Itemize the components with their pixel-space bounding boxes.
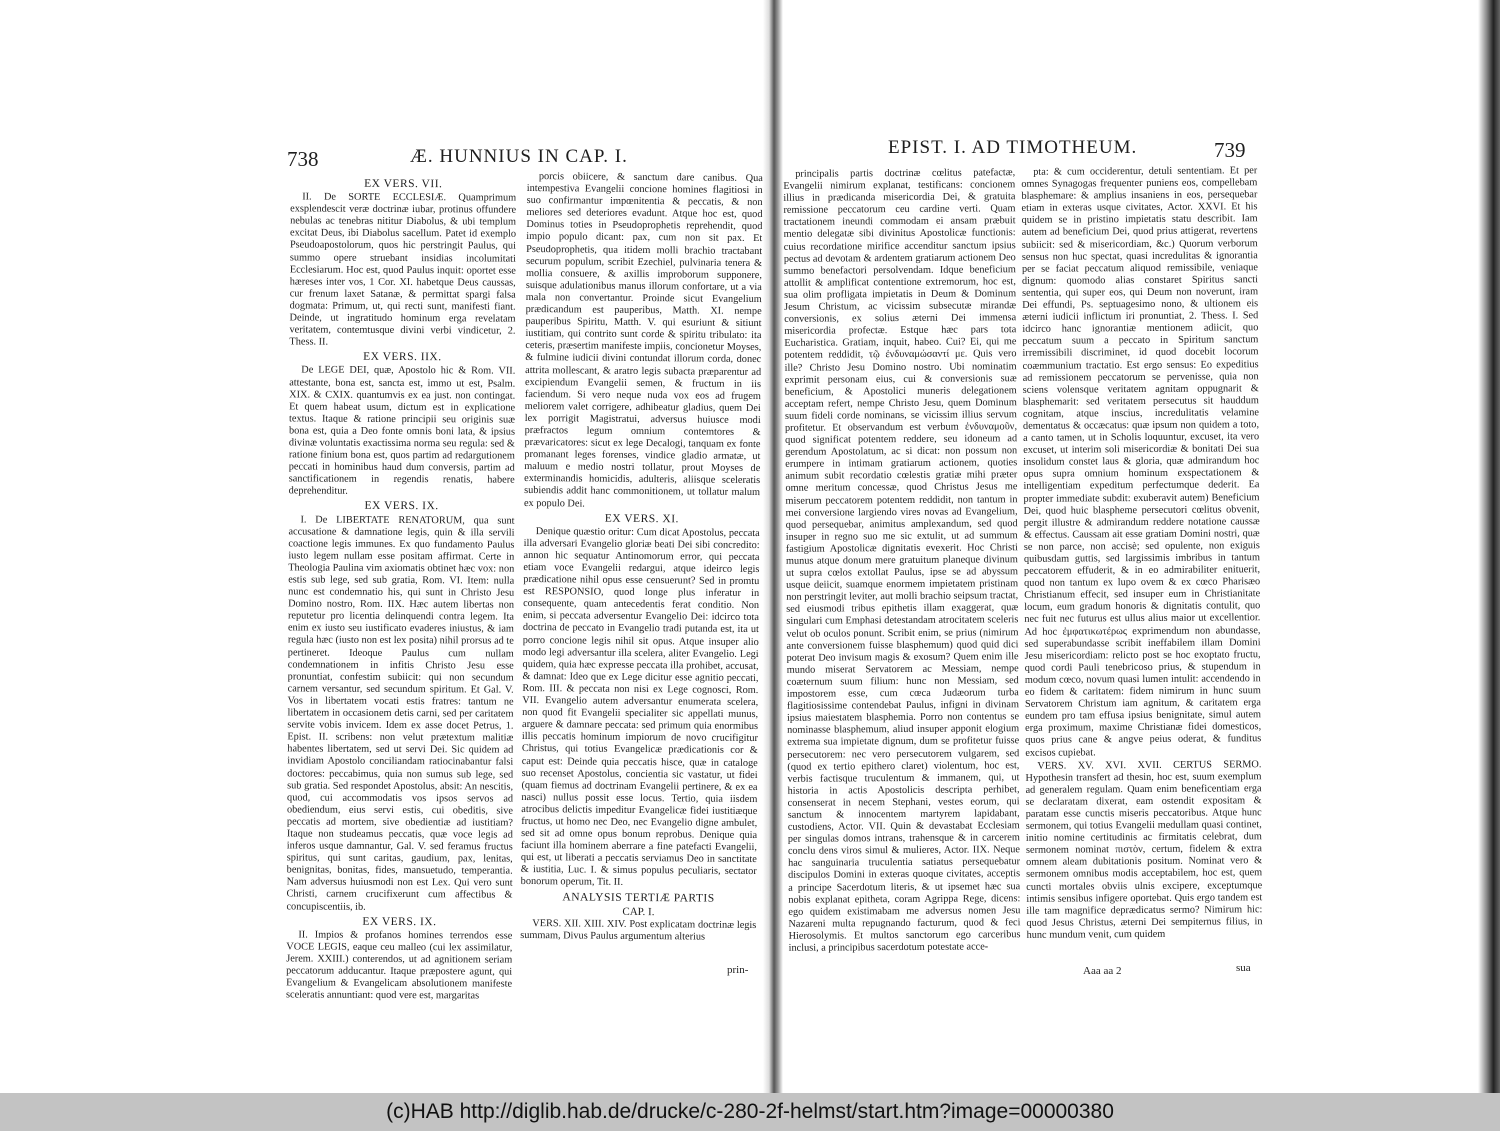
section-heading: EX VERS. VII.	[364, 177, 443, 191]
signature-mark: Aaa aa 2	[1083, 965, 1122, 977]
right-page-column-2	[1021, 165, 1263, 965]
text-paragraph: VERS. XII. XIII. XIV. Post explicatam doctrinæ legis summam, Divus Paulus argumentum alterius	[520, 917, 757, 943]
text-paragraph: De LEGE DEI, quæ, Apostolo hic & Rom. VII. attestante, bona est, sancta est, immo ut est, Psalm. XIX. & CXIX. quantumvis ex ea just. non contingat. Et quem habeat usum, dictum est in explicatione textus. Itaque & ratione principii seu originis suæ bona est, quia a Deo fonte omnis boni lata, & ipsius divinæ voluntatis exactissima norma seu regula: sed & ratione finium bona est, quos partim ad redargutionem peccati in hominibus haud dum conversis, partim ad sanctificationem in regendis renatis, habere deprehenditur.	[288, 364, 516, 498]
right-running-head: EPIST. I. AD TIMOTHEUM.	[888, 137, 1138, 158]
left-running-head: Æ. HUNNIUS IN CAP. I.	[410, 146, 628, 167]
section-heading: EX VERS. IX.	[362, 915, 437, 928]
text-paragraph: I. De LIBERTATE RENATORUM, qua sunt accusatione & damnatione legis, quin & illa servili coactione legis immunes. Ex quo fundamento Paulus iusto legem nullam esse positam affirmat. Certe in Theologia Paulina vim axiomatis obtinet hæc vox: non estis sub lege, sed sub gratia, Rom. VI. Item: nulla nunc est condemnatio his, qui sunt in Christo Jesu Domino nostro, Rom. IIX. Hæc autem libertas non reputetur pro licentia delinquendi contra legem. Ita enim ex iusto seu iustificato evaderes iniustus, & iam regula hæc (iusto non est lex posita) nihil prorsus ad te pertineret. Ideoque Paulus cum nullam condemnationem in infitis Christo Jesu esse pronuntiat, confestim subiicit: qui non secundum carnem versantur, sed secundum spiritum. Et Gal. V. Vos in libertatem vocati estis fratres: tantum ne libertatem in occasionem detis carni, sed per caritatem servite vobis invicem. Idem ex asse docet Petrus, 1. Epist. II. scribens: non velut prætextum malitiæ habentes libertatem, sed ut servi Dei. Sic quidem ad invidiam Apostolo conciliandam ratiocinabantur falsi doctores: peccabimus, quia non sumus sub lege, sed sub gratia. Sed respondet Apostolus, absit: An nescitis, quod, cui accommodatis vos ipsos servos ad obediendum, eius servi estis, cui obeditis, sive peccatis ad mortem, sive obedientiæ ad iustitiam? Itaque non studeamus peccatis, quæ voce legis ad inferos usque damnantur, Gal. V. sed feramus fructus spiritus, qui sunt caritas, gaudium, pax, lenitas, benignitas, bonitas, fides, mansuetudo, temperantia. Nam adversus huiusmodi non est Lex. Qui vero sunt Christi, carnem crucifixerunt cum affectibus & concupiscentiis, ib.	[286, 514, 515, 913]
section-heading: EX VERS. IIX.	[363, 351, 442, 364]
section-heading: EX VERS. IX.	[364, 500, 439, 513]
text-paragraph: II. Impios & profanos homines terrendos esse VOCE LEGIS, eaque ceu malleo (cui lex assimilatur, Jerem. XXIII.) conterendos, ut ad agnitionem seriam peccatorum adducantur. Itaque præpostere agunt, qui Evangelium & Evangelicam absolutionem manifeste sceleratis annuntiant: quod vere est, margaritas	[286, 929, 513, 1002]
text-paragraph: principalis partis doctrinæ cœlitus patefactæ, Evangelii nimirum explanat, testificans: concionem illius in prædicanda misericordia Dei, & gratuita remissione peccatorum ceu cardine verti. Quam tractationem ineundi commodam ei ansam præbuit mentio delegatæ sibi divinitus Apostolicæ functionis: cuius recordatione mirifice accenditur sanctum ipsius pectus ad devotam & ardentem gratiarum actionem Deo summo benefactori persolvendam. Idque beneficium attollit & amplificat contentione extremorum, hoc est, sua olim profligata impietatis in Deum & Dominum Jesum Christum, ac vicissim subsecutæ mirandæ conversionis, ex solius æterni Dei immensa misericordia profectæ. Estque hæc pars tota Eucharistica. Gratiam, inquit, habeo. Cui? Ei, qui me potentem reddidit, τῷ ἐνδυναμώσαντί με. Quis vero ille? Christo Jesu Domino nostro. Ubi nominatim exprimit personam eius, cui & conversionis suæ beneficium, & Apostolici muneris delegationem acceptam refert, nempe Christo Jesu, quem Dominum suum fideli corde nominans, se vicissim illius servum profitetur. Et observandum est verbum ἐνδυναμοῦν, quod significat potentem reddere, seu idoneum ad gerendum Apostolatum, ac si dicat: non possum non erumpere in intimam gratiarum actionem, quoties animum subit recordatio cœlestis gratiæ mihi præter omne meritum concessæ, quod Christus Jesus me miserum peccatorem potentem reddidit, non tantum in mei conversione largiendo vires novas ad Evangelium, quod persequebar, animitus amplexandum, sed quod insuper in regno suo me sic extulit, ut ad summum fastigium Apostolicæ dignitatis evexerit. Hoc Christi munus atque donum mere gratuitum planeque divinum ut supra cœlos extollat Paulus, ipse se ad abyssum usque deiicit, suamque enormem impietatem pristinam non perstringit leviter, aut molli brachio seipsum tractat, sed eiusmodi tribus epithetis illam exaggerat, quæ singulari cum Emphasi detestandam atrocitatem sceleris velut ob oculos ponunt. Scribit enim, se prius (nimirum ante conversionem fuisse blasphemum) quod quid dici poterat Deo invisum magis & exosum? Quem enim ille mundo miserat Servatorem ac Messiam, nempe coæternum suum filium: hunc non Messiam, sed impostorem esse, cum cœca Judæorum turba flagitiosissime contendebat Paulus, infigni in divinam ipsius maiestatem blasphemia. Porro non contentus se nominasse blasphemum, aliud insuper apponit elogium extrema sua impietate dignum, dum se profitetur fuisse persecutorem: nec vero persecutorem vulgarem, sed (quod ex tertio epithero claret) violentum, hoc est, verbis factisque truculentum & immanem, qui, ut historia in actis Apostolicis descripta perhibet, consenserat in necem Stephani, vestes eorum, qui sanctum & innocentem martyrem lapidabant, custodiens, Actor. VII. Quin & devastabat Ecclesiam per singulas domos intrans, trahensque & in carcerem conclu dens viros simul & mulieres, Actor. IIX. Neque hac sanguinaria truculentia satiatus persequebatur discipulos Domini in exteras quoque civitates, acceptis a principe Sacerdotum literis, & ut ipsemet hæc sua nobis explanat epitheta, coram Agrippa Rege, dicens: ego quidem existimabam me adversus nomen Jesu Nazareni multa repugnando facturum, quod & feci Hierosolymis. Et multos sanctorum ego carceribus inclusi, a principibus sacerdotum potestate acce-	[783, 167, 1021, 954]
left-page-column-1	[286, 175, 517, 1062]
right-page-number: 739	[1214, 138, 1246, 162]
footer-url: (c)HAB http://diglib.hab.de/drucke/c-280-2f-helmst/start.htm?image=00000380	[386, 1100, 1114, 1123]
copyright-footer	[0, 1093, 1500, 1131]
text-paragraph: II. De SORTE ECCLESIÆ. Quamprimum exsplendescit veræ doctrinæ iubar, protinus offundere nebulas ac tenebras nititur Diabolus, & ubi templum excitat Deus, ibi Diabolus sacellum. Patet id exemplo Pseudoapostolorum, quos hic perstringit Paulus, qui summo opere struebant insidias incolumitati Ecclesiarum. Hoc est, quod Paulus inquit: oportet esse hæreses inter vos, 1 Cor. XI. habetque Deus caussas, cur frenum laxet Satanæ, & permittat spargi falsa dogmata: Primum, ut, qui recti sunt, manifesti fiant. Deinde, ut ingratitudo hominum erga revelatam veritatem, contemtusque divini verbi vindicetur, 2. Thess. II.	[289, 191, 517, 348]
right-page-column-1	[783, 167, 1021, 972]
book-gutter	[763, 0, 783, 1093]
left-page-number: 738	[287, 147, 319, 171]
section-heading: EX VERS. XI.	[604, 512, 679, 525]
text-paragraph: VERS. XV. XVI. XVII. CERTUS SERMO. Hypothesin transfert ad thesin, hoc est, suum exemplum ad generalem regulam. Quam enim beneficentiam erga se declaratam dixerat, eam ostendit expositam & paratam esse cunctis miseris peccatoribus. Atque hunc sermonem, qui totius Evangelii medullam quasi continet, initio nomine certitudinis ac firmitatis celebrat, dum sermonem nominat πιστὸν, certum, fidelem & extra omnem aleam dubitationis positum. Nominat vero & sermonem omnibus modis acceptabilem, hoc est, quem cuncti mortales obviis ulnis excipere, exceptumque intimis sensibus infigere oportebat. Quis ergo tandem est ille tam magnifice deprædicatus sermo? Nimirum hic: quod Jesus Christus, æterni Dei sempiternus filius, in hunc mundum venit, cum quidem	[1025, 758, 1263, 941]
left-page-column-2	[519, 171, 763, 1063]
text-paragraph: porcis obiicere, & sanctum dare canibus. Qua intempestiva Evangelii concione homines flagitiosi in suo confirmantur impœnitentia & peccatis, & non meliores sed deteriores evadunt. Atque hoc est, quod Dominus toties in Pseudoprophetis reprehendit, quod impio populo dicant: pax, cum non sit pax. Et Pseudoprophetis, qua itidem molli brachio tractabant securum populum, scribit Ezechiel, pulvinaria tenera & mollia consuere, & axillis improborum supponere, suisque adulationibus manus illorum confortare, ut a via mala non convertantur. Proinde sicut Evangelium prædicandum est pauperibus, Matth. XI. nempe pauperibus Spiritu, Matth. V. qui esuriunt & sitiunt iustitiam, qui contrito sunt corde & spiritu tribulato: ita ceteris, præsertim manifeste impiis, concionetur Moyses, & fulmine iudicii divini contundat illorum corda, donec attrita mollescant, & aratro legis subacta præparentur ad excipiendum Evangelii semen, & fructum in iis faciendum. Si vero neque nuda vox eos ad frugem meliorem valet corrigere, adhibeatur gladius, quem Dei lex porrigit Magistratui, adversus huiusce modi præfractos legum omnium contemtores & prævaricatores: sicut ex lege Decalogi, tanquam ex fonte promanant leges forenses, vindice gladio armatæ, ut maluum e medio nostri tollatur, prout Moyses de exterminandis homicidis, adulteris, aliisque sceleratis subiendis addit hanc commonitionem, ut tollatur malum ex populo Dei.	[523, 171, 763, 510]
right-page-edge	[1478, 0, 1500, 1093]
section-heading: ANALYSIS TERTIÆ PARTIS	[562, 890, 715, 905]
text-paragraph: pta: & cum occiderentur, detuli sententiam. Et per omnes Synagogas frequenter puniens eos, compellebam blasphemare: & amplius insaniens in eos, persequebar etiam in exteras usque civitates, Actor. XXVI. Et his quidem se in pristino impietatis statu describit. Iam autem ad beneficium Dei, quod prius attigerat, revertens subiicit: sed & misericordiam, &c.) Quorum verborum sensus non huc spectat, quasi incredulitas & ignorantia per se faciat peccatum aliquod remissibile, veniaque dignum: quomodo alias constaret Spiritus sancti sententia, qui super eos, qui Deum non noverunt, iram Dei effundi, Ps. septuagesimo nono, & ultionem eis æterni iudicii inflictum iri pronuntiat, 2. Thess. I. Sed idcirco hanc ignorantiæ mentionem adiicit, quo peccatum suum a peccato in Spiritum sanctum irremissibili discriminet, id quod docebit locorum coæmmunium tractatio. Est ergo sensus: Eo expeditius ad remissionem peccatorum se pervenisse, quia non sciens volensque veritatem agnitam oppugnarit & blasphemarit: sed veritatem persecutus sit hauddum cognitam, atque inscius, incredulitatis velamine dementatus & occæcatus: quæ ipsum non quidem a toto, a canto tamen, ut in Scholis loquuntur, excuset, ita vero excuset, ut interim soli misericordiæ & bonitati Dei sua insolidum constet laus & gloria, quæ admirandum hoc opus supra omnium hominum exspectationem & intelligentiam expeditum perfectumque dederit. Ea propter immediate subdit: exuberavit autem) Beneficium Dei, quod huic blaspheme persecutori cœlitus obvenit, pergit illustre & admirandum reddere notatione caussæ & effectus. Caussam ait esse gratiam Domini nostri, quæ se non parce, non accisè; sed opulente, non exiguis quibusdam guttis, sed largissimis imbribus in tantum peccatorem effuderit, & in eo admirabiliter enituerit, quod non tantum ex lupo ovem & ex cœco Pharisæo Christianum effecit, sed insuper eum in Christianitate locum, eum gradum honoris & dignitatis contulit, quo nec fuit nec futurus est ullus alius maior ut excellentior. Ad hoc ἐμφατικωτέρως exprimendum non abundasse, sed superabundasse scribit ineffabilem illam Domini Jesu misericordiam: relicto post se hoc exoptato fructu, quod cordi Pauli tenebricoso prius, & stupendum in modum cœco, novum quasi lumen intulit: accendendo in eo fidem & caritatem: fidem nimirum in hunc suum Servatorem Christum iam agnitum, & caritatem erga eundem pro tam effusa ipsius benignitate, simul autem erga proximum, maxime Christianæ fidei domesticos, quos prius cane & angve peius oderat, & funditus excisos cupiebat.	[1021, 165, 1262, 759]
text-paragraph: Denique quæstio oritur: Cum dicat Apostolus, peccata illa adversari Evangelio gloriæ beati Dei sibi concredito: annon hic sequatur Antinomorum error, qui peccata etiam voce Evangelii redargui, atque ideirco legis prædicatione nihil opus esse censuerunt? Sed in promtu est RESPONSIO, quod longe plus inferatur in consequente, quam antecedentis ferat conditio. Non enim, si peccata adversentur Evangelio Dei: idcirco tota doctrina de peccato in Evangelio tradi putanda est, ita ut porro concione legis nihil sit opus. Atque insuper alio modo legi adversantur illa scelera, aliter Evangelio. Legi quidem, quia hæc expresse peccata illa prohibet, accusat, & damnat: Ideo que ex Lege dicitur esse agnitio peccati, Rom. III. & peccata non nisi ex Lege cognosci, Rom. VII. Evangelio autem adversantur enumerata scelera, non quod fit Evangelii specialiter sic appellati munus, arguere & damnare peccata: sed primum quia enormibus illis peccatis hominum impiorum de novo crucifigitur Christus, qui totius Evangelicæ prædicationis cor & caput est: Deinde quia peccatis hisce, quæ in cataloge suo recenset Apostolus, concientia sic vastatur, ut fidei (quam fiemus ad doctrinam Evangelii pertinere, & ex ea nasci) nullus possit esse locus. Tertio, quia iisdem atrocibus delictis impeditur Evangelicæ fidei iustitiæque fructus, ut homo nec Deo, nec Evangelio digne ambulet, sed sit ad omne opus bonum reprobus. Denique quia faciunt illa hominem aberrare a fine patefacti Evangelii, qui est, ut liberati a peccatis serviamus Deo in sanctitate & iustitia, Luc. I. & simus populus peculiaris, sectator bonorum operum, Tit. II.	[520, 525, 760, 889]
left-catchword: prin-	[727, 964, 749, 976]
right-catchword: sua	[1236, 962, 1251, 974]
section-subheading: CAP. I.	[622, 905, 655, 918]
